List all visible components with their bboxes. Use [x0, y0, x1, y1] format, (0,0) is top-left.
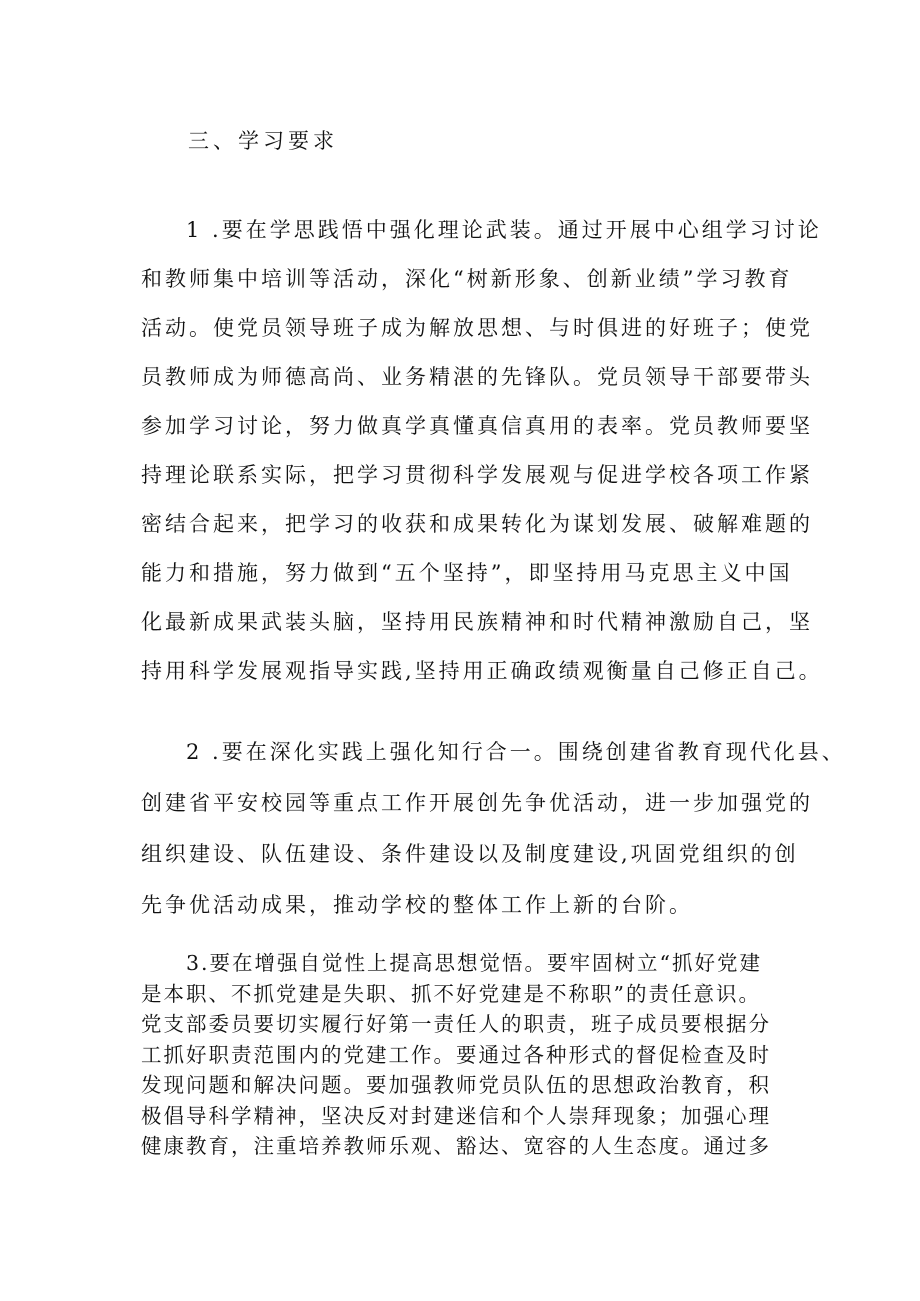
- paragraph-1-line: 员教师成为师德高尚、业务精湛的先锋队。党员领导干部要带头: [141, 365, 813, 389]
- paragraph-2-line: 创建省平安校园等重点工作开展创先争优活动，进一步加强党的: [141, 791, 813, 815]
- paragraph-1-line: 1 .要在学思践悟中强化理论武装。通过开展中心组学习讨论: [186, 218, 822, 242]
- paragraph-1-line: 参加学习讨论，努力做真学真懂真信真用的表率。党员教师要坚: [141, 414, 813, 438]
- paragraph-2-line: 先争优活动成果，推动学校的整体工作上新的台阶。: [141, 893, 693, 917]
- paragraph-3-line: 工抓好职责范围内的党建工作。要通过各种形式的督促检查及时: [141, 1042, 771, 1067]
- paragraph-3: [141, 948, 791, 1162]
- paragraph-1-line: 持用科学发展观指导实践,坚持用正确政绩观衡量自己修正自己。: [141, 659, 823, 683]
- paragraph-1-line: 和教师集中培训等活动，深化“树新形象、创新业绩”学习教育: [141, 267, 793, 291]
- paragraph-1: [141, 206, 823, 696]
- paragraph-3-line: 是本职、不抓党建是失职、抓不好党建是不称职”的责任意识。: [141, 981, 761, 1006]
- paragraph-2: [141, 727, 846, 931]
- paragraph-1-line: 密结合起来，把学习的收获和成果转化为谋划发展、破解难题的: [141, 512, 813, 536]
- section-heading: 三、学习要求: [188, 129, 338, 153]
- paragraph-1-line: 能力和措施，努力做到“五个坚持”，即坚持用马克思主义中国: [141, 561, 793, 585]
- paragraph-1-line: 化最新成果武装头脑，坚持用民族精神和时代精神激励自己，坚: [141, 610, 813, 634]
- paragraph-2-line: 组织建设、队伍建设、条件建设以及制度建设,巩固党组织的创: [141, 842, 799, 866]
- paragraph-3-line: 党支部委员要切实履行好第一责任人的职责，班子成员要根据分: [141, 1012, 771, 1036]
- paragraph-1-line: 持理论联系实际，把学习贯彻科学发展观与促进学校各项工作紧: [141, 463, 813, 487]
- paragraph-3-line: 健康教育，注重培养教师乐观、豁达、宽容的人生态度。通过多: [141, 1134, 771, 1158]
- paragraph-2-line: 2 .要在深化实践上强化知行合一。围绕创建省教育现代化县、: [186, 740, 846, 764]
- paragraph-3-line: 发现问题和解决问题。要加强教师党员队伍的思想政治教育，积: [141, 1073, 771, 1097]
- paragraph-3-line: 3.要在增强自觉性上提高思想觉悟。要牢固树立“抓好党建: [186, 951, 763, 975]
- paragraph-1-line: 活动。使党员领导班子成为解放思想、与时俱进的好班子；使党: [141, 316, 813, 340]
- paragraph-3-line: 极倡导科学精神，坚决反对封建迷信和个人崇拜现象；加强心理: [141, 1103, 771, 1128]
